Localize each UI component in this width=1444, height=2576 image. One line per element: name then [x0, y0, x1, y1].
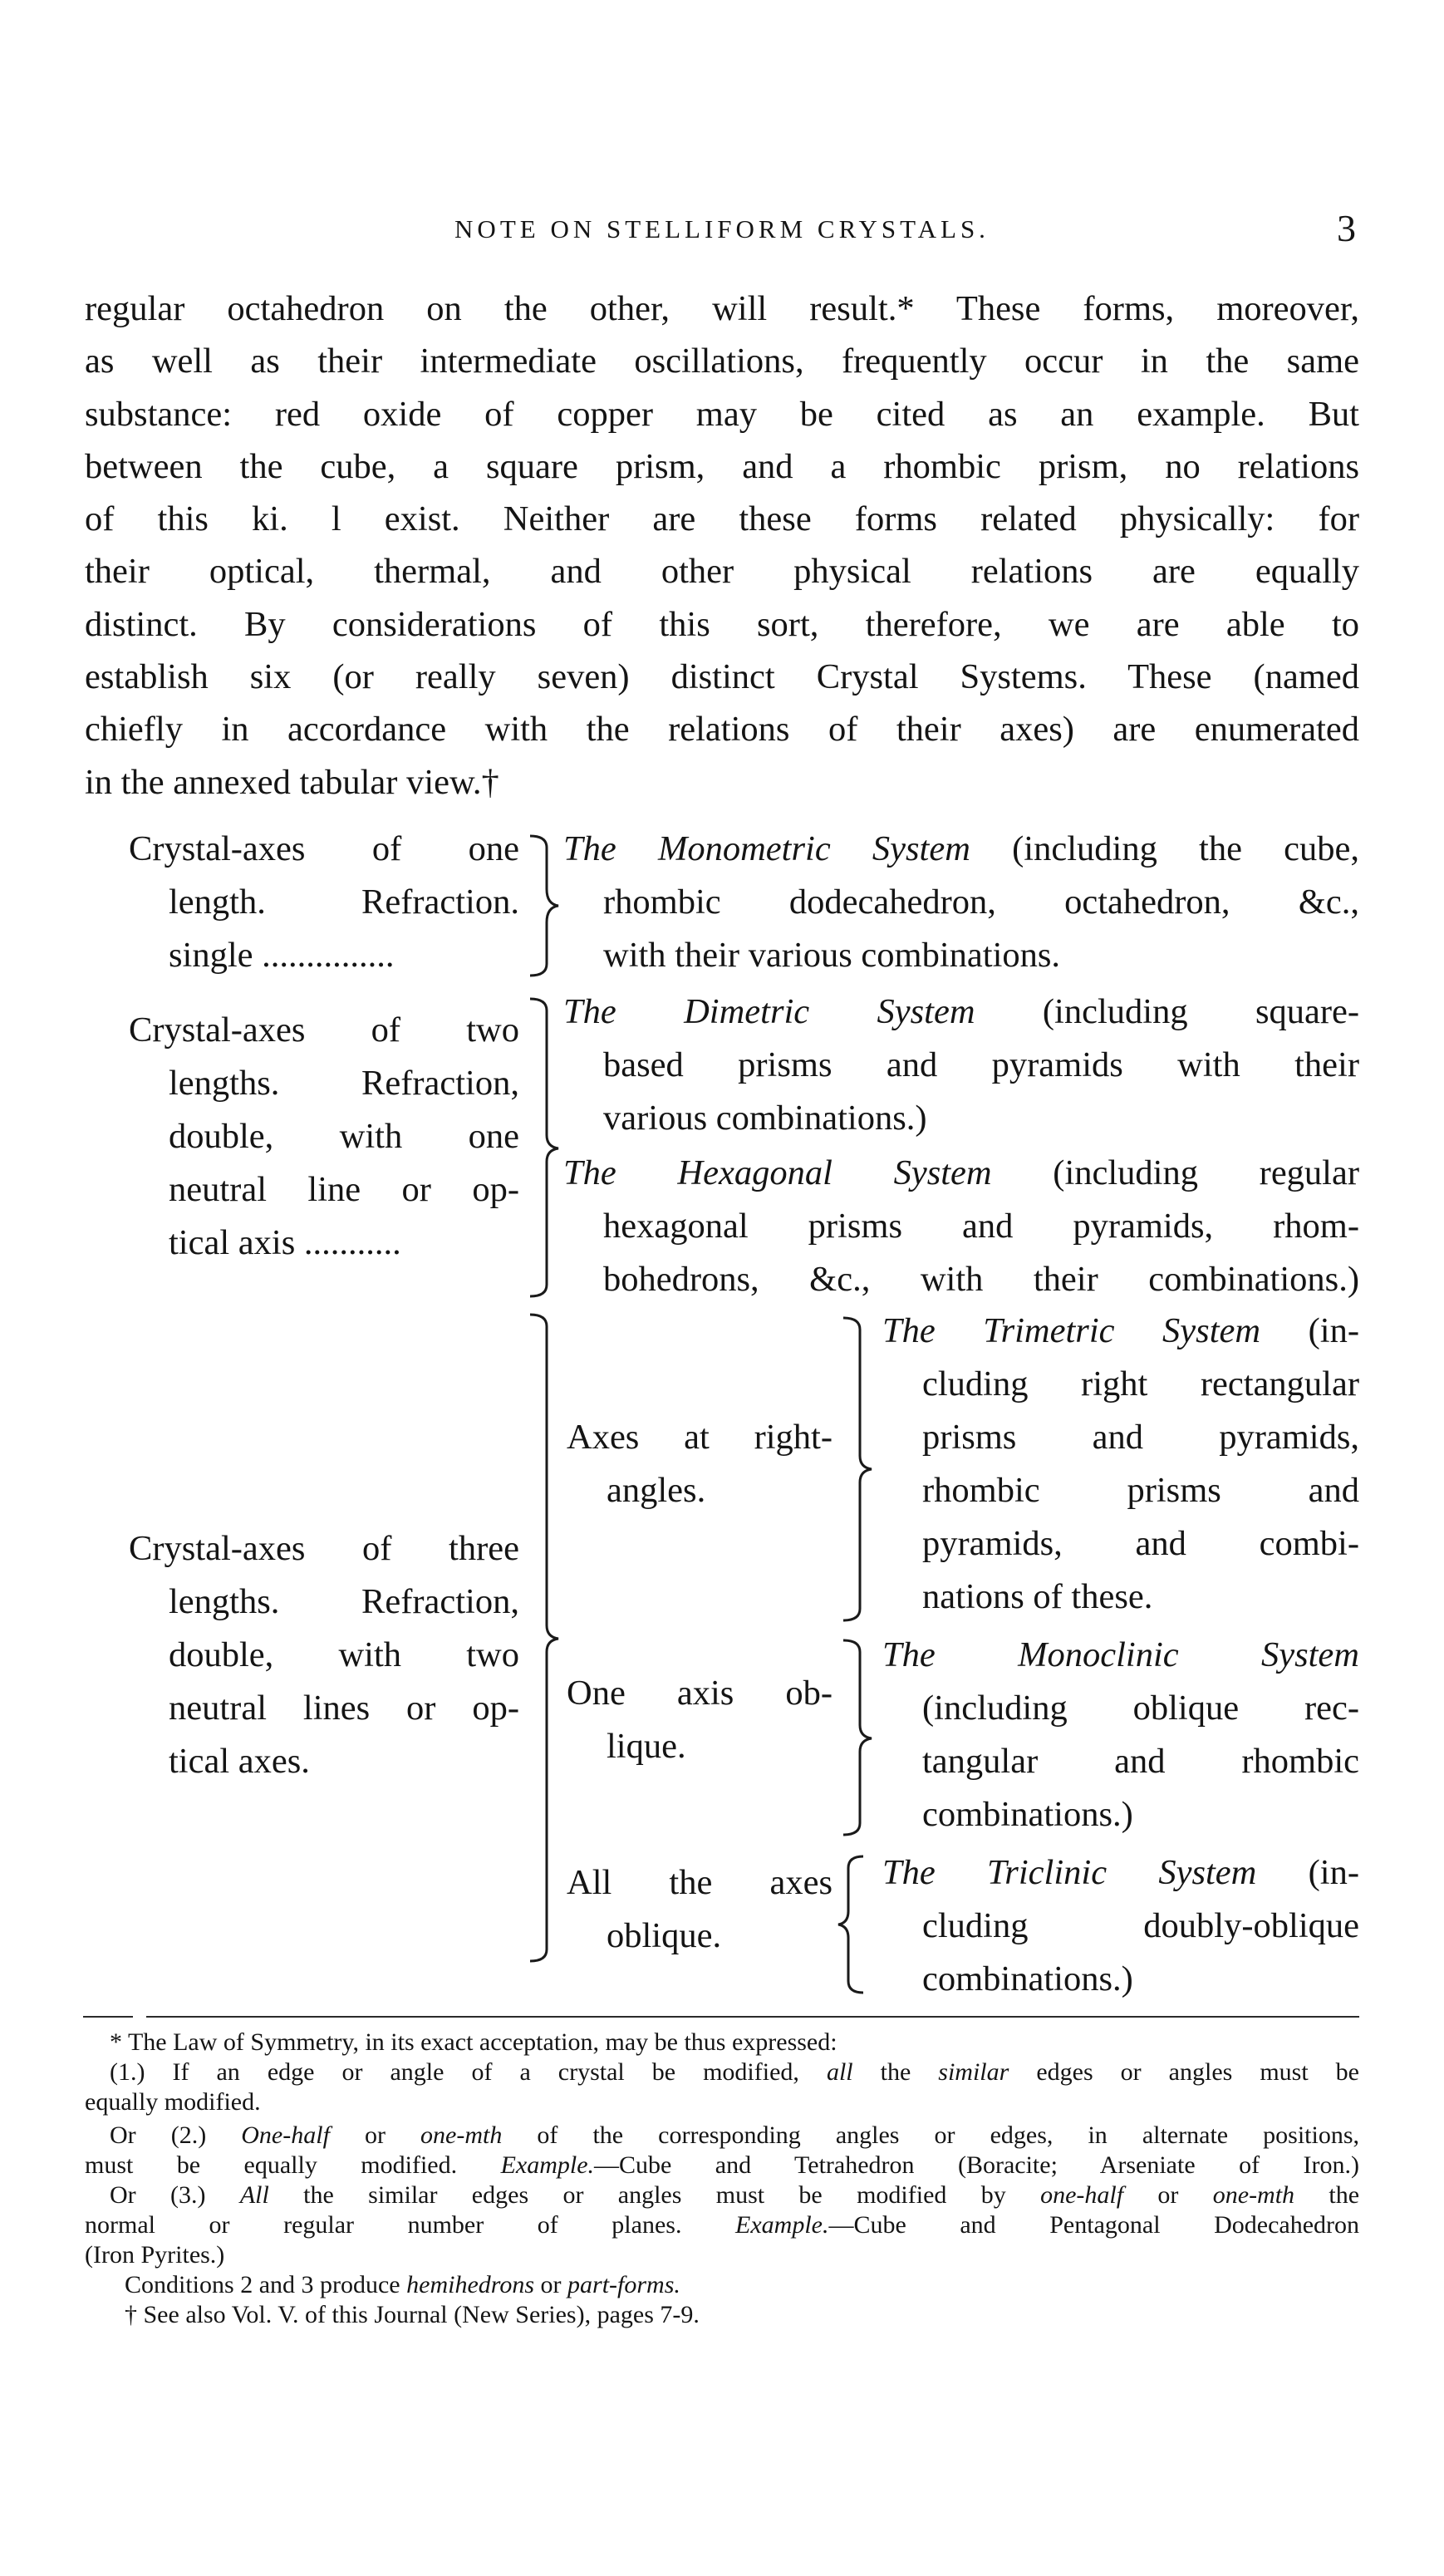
- condition-line: oblique.: [607, 1916, 722, 1955]
- footnote-condition-3-end: (Iron Pyrites.): [85, 2241, 225, 2269]
- triclinic-system: [882, 1846, 1359, 2006]
- fn-text: (1.) If an edge or angle of a crystal be modified,: [110, 2058, 799, 2086]
- system-name: The Hexagonal System: [563, 1153, 992, 1192]
- body-line: in the annexed tabular view.†: [85, 762, 499, 802]
- axes-line: Crystal-axes of two: [129, 1010, 519, 1050]
- system-name: The Dimetric System: [563, 992, 975, 1031]
- axes-line: neutral line or op-: [169, 1170, 519, 1209]
- system-text: rhombic prisms and: [922, 1471, 1359, 1510]
- condition-line: Axes at right-: [567, 1418, 833, 1457]
- footnote-condition-2: [85, 2121, 1359, 2151]
- footnote-star: * The Law of Symmetry, in its exact acceptation, may be thus expressed:: [110, 2028, 837, 2056]
- footnote-condition-2-cont: [85, 2151, 1359, 2180]
- system-text: cluding right rectangular: [922, 1364, 1359, 1404]
- system-text: combinations.): [922, 1795, 1133, 1834]
- axes-line: Crystal-axes of three: [129, 1529, 519, 1568]
- condition-all-oblique: [567, 1856, 833, 1963]
- footnote-condition-3-cont: [85, 2210, 1359, 2240]
- system-text: (in-: [1308, 1853, 1360, 1892]
- system-text: pyramids, and combi-: [922, 1524, 1359, 1563]
- fn-italic: Example.: [735, 2211, 829, 2239]
- system-name: The Trimetric System: [882, 1311, 1261, 1350]
- condition-right-angles: [567, 1411, 833, 1517]
- body-line: establish six (or really seven) distinct Crystal Systems. These (named: [85, 657, 1359, 697]
- fn-italic: Example.: [500, 2151, 595, 2179]
- fn-text: —Cube and Pentagonal Dodecahedron: [828, 2211, 1360, 2239]
- body-line: distinct. By considerations of this sort, therefore, we are able to: [85, 604, 1359, 644]
- footnote-condition-1: [85, 2057, 1359, 2087]
- body-line: regular octahedron on the other, will result.* These forms, moreover,: [85, 289, 1359, 328]
- fn-italic: similar: [938, 2058, 1009, 2086]
- fn-italic: one-half: [1040, 2181, 1124, 2209]
- body-line: chiefly in accordance with the relations of their axes) are enumerated: [85, 710, 1359, 750]
- fn-text: Or (3.): [110, 2181, 206, 2209]
- system-text: tangular and rhombic: [922, 1742, 1359, 1781]
- footnote-conditions: [85, 2270, 1359, 2300]
- footnote-condition-1-cont: equally modified.: [85, 2088, 261, 2116]
- fn-italic: part-forms.: [567, 2271, 680, 2298]
- footnote-dagger: † See also Vol. V. of this Journal (New Series), pages 7-9.: [125, 2301, 700, 2328]
- fn-italic: One-half: [241, 2121, 330, 2149]
- fn-text: edges or angles must be: [1036, 2058, 1359, 2086]
- condition-line: lique.: [607, 1727, 686, 1766]
- fn-italic: All: [239, 2181, 269, 2209]
- condition-line: All the axes: [567, 1863, 833, 1902]
- fn-text: or: [364, 2121, 386, 2149]
- brace-one-oblique: [835, 1635, 877, 1843]
- axes-line: double, with two: [169, 1635, 519, 1674]
- axes-line: length. Refraction.: [169, 882, 519, 922]
- dimetric-system: [563, 986, 1359, 1145]
- fn-text: Conditions 2 and 3 produce: [125, 2271, 400, 2298]
- fn-text: must be equally modified.: [85, 2151, 458, 2179]
- fn-text: Or (2.): [110, 2121, 207, 2149]
- system-text: various combinations.): [603, 1099, 927, 1138]
- fn-italic: one-mth: [420, 2121, 503, 2149]
- fn-text: of the corresponding angles or edges, in alternate positions,: [537, 2121, 1360, 2149]
- footnote-rule: [146, 2016, 1359, 2018]
- hexagonal-system: [563, 1147, 1359, 1306]
- body-paragraph: [85, 283, 1359, 809]
- fn-text: or: [540, 2271, 562, 2298]
- trimetric-system: [882, 1305, 1359, 1624]
- axes-three-lengths: [129, 1522, 519, 1788]
- monometric-system: [563, 823, 1359, 982]
- body-line: as well as their intermediate oscillations, frequently occur in the same: [85, 342, 1359, 381]
- condition-line: angles.: [607, 1471, 706, 1510]
- axes-two-lengths: [129, 1004, 519, 1270]
- system-name: The Monometric System: [563, 829, 970, 868]
- fn-text: —Cube and Tetrahedron (Boracite; Arseniate of Iron.): [594, 2151, 1359, 2179]
- body-line: substance: red oxide of copper may be cited as an example. But: [85, 394, 1359, 434]
- system-text: bohedrons, &c., with their combinations.): [603, 1260, 1359, 1299]
- system-text: (in-: [1308, 1311, 1359, 1350]
- fn-italic: one-mth: [1212, 2181, 1295, 2209]
- brace-monometric: [522, 831, 563, 981]
- footnote-rule-short: [83, 2016, 133, 2018]
- footnotes: [85, 2028, 1359, 2330]
- axes-line: double, with one: [169, 1117, 519, 1156]
- fn-italic: hemihedrons: [406, 2271, 535, 2298]
- system-text: combinations.): [922, 1959, 1133, 1998]
- footnote-condition-3: [85, 2180, 1359, 2210]
- system-text: hexagonal prisms and pyramids, rhom-: [603, 1207, 1359, 1246]
- fn-text: the: [880, 2058, 911, 2086]
- system-text: (including square-: [1042, 992, 1360, 1031]
- fn-text: the similar edges or angles must be modified by: [303, 2181, 1006, 2209]
- fn-text: normal or regular number of planes.: [85, 2211, 682, 2239]
- fn-text: the: [1329, 2181, 1360, 2209]
- brace-right-angles: [835, 1313, 877, 1629]
- axes-line: single ...............: [169, 936, 395, 975]
- condition-one-oblique: [567, 1667, 833, 1773]
- running-title: NOTE ON STELLIFORM CRYSTALS.: [454, 214, 990, 243]
- body-line: their optical, thermal, and other physical relations are equally: [85, 552, 1359, 592]
- brace-three-lengths: [522, 1310, 563, 1966]
- system-text: nations of these.: [922, 1577, 1153, 1616]
- fn-italic: all: [826, 2058, 853, 2086]
- system-text: rhombic dodecahedron, octahedron, &c.,: [603, 882, 1359, 922]
- page-number: 3: [1337, 207, 1356, 249]
- axes-line: lengths. Refraction,: [169, 1582, 519, 1621]
- condition-line: One axis ob-: [567, 1674, 833, 1713]
- system-text: (including regular: [1053, 1153, 1360, 1192]
- axes-line: neutral lines or op-: [169, 1689, 519, 1728]
- system-text: (including the cube,: [1012, 829, 1360, 868]
- body-line: of this ki. l exist. Neither are these forms related physically: for: [85, 499, 1359, 539]
- system-text: (including oblique rec-: [922, 1689, 1359, 1728]
- system-text: cluding doubly-oblique: [922, 1906, 1359, 1945]
- fn-text: or: [1157, 2181, 1179, 2209]
- system-text: prisms and pyramids,: [922, 1418, 1359, 1457]
- system-text: based prisms and pyramids with their: [603, 1045, 1359, 1084]
- axes-line: tical axis ...........: [169, 1223, 401, 1262]
- body-line: between the cube, a square prism, and a rhombic prism, no relations: [85, 446, 1359, 486]
- system-name: The Monoclinic System: [882, 1635, 1359, 1674]
- monoclinic-system: [882, 1629, 1359, 1841]
- system-text: with their various combinations.: [603, 936, 1061, 975]
- axes-one-length: [129, 823, 519, 982]
- axes-line: tical axes.: [169, 1742, 310, 1781]
- brace-all-oblique: [835, 1851, 877, 2001]
- axes-line: lengths. Refraction,: [169, 1064, 519, 1103]
- brace-two-lengths: [522, 994, 563, 1301]
- system-name: The Triclinic System: [882, 1853, 1257, 1892]
- axes-line: Crystal-axes of one: [129, 829, 519, 868]
